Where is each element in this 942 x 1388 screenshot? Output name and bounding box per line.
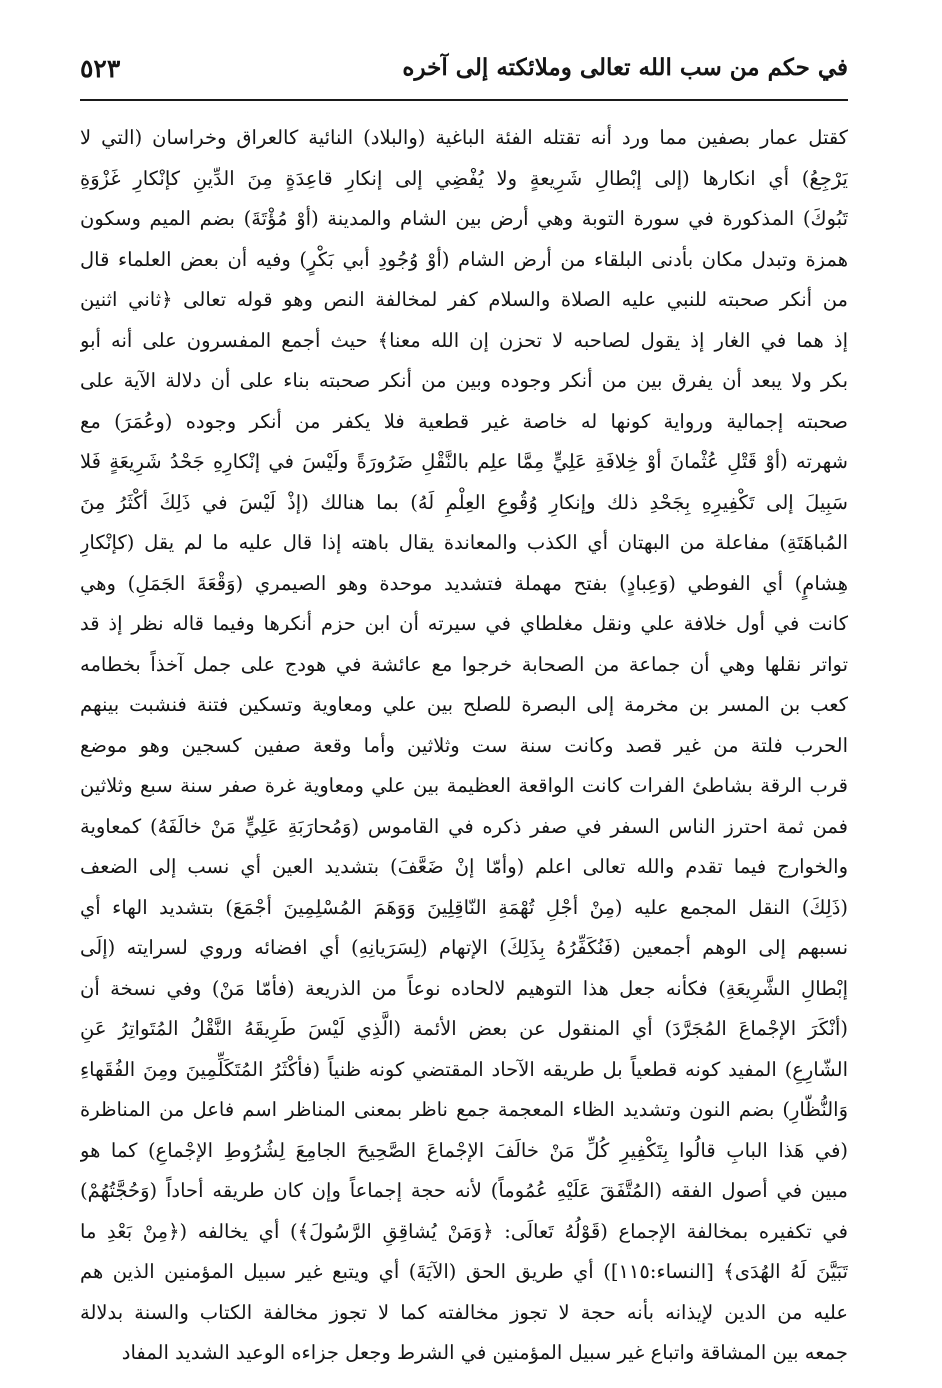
text-line: المُباهَتَةِ) مفاعلة من البهتان أي الكذب والمعاندة يقال باهته إذا قال عليه ما لم يقل (كإنْكارِ: [80, 531, 848, 554]
text-line: (ذَلِكَ) النقل المجمع عليه (مِنْ أجْلِ تُهْمَةِ النّاقِلِينَ وَوَهَمَ المُسْلِمِينَ أجْمَعَ) بتشديد الهاء أي: [80, 895, 848, 919]
text-line: هِشامٍ) أي الفوطي (وَعِبادٍ) بفتح مهملة فتشديد موحدة وهو الصيمري (وَقْعَةَ الجَمَلِ) وهي: [80, 571, 848, 595]
text-line: الحرب فلتة من غير قصد وكانت سنة ست وثلاثين وأما وقعة صفين كسجين وهو موضع: [80, 733, 848, 757]
text-line: كعب بن المسر بن مخرمة إلى البصرة للصلح بين علي ومعاوية وتسكين فتنة فنشبت بينهم: [80, 693, 848, 716]
text-line: عليه من الدين لإيذانه بأنه حجة لا تجوز مخالفته كما لا تجوز مخالفة الكتاب والسنة بدلالة: [80, 1300, 848, 1324]
text-line: نسبهم إلى الوهم أجمعين (فَنُكَفِّرُهُ بِذَلِكَ) الإتهام (لِسَرَيانِهِ) أي افضائه وروي لسرايته (إلَى: [80, 936, 848, 959]
text-line: مبين في أصول الفقه (المُتَّفَقَ عَلَيْهِ عُمُوماً) لأنه حجة إجماعاً وإن كان طريقه أحاداً (وَحُجَّتُهُمْ): [80, 1179, 848, 1202]
text-line: سَبِيلَ إلى تَكْفِيرِهِ بِجَحْدِ ذلك وإنكارِ وُقُوعِ العِلْمِ لَهُ) بما هنالك (إذْ لَيْسَ في ذَلِكَ أكْثَرُ مِنَ: [80, 490, 848, 514]
text-line: صحبته إجمالية ورواية كونها له خاصة غير قطعية فلا يكفر من أنكر وجوده (وعُمَرَ) مع: [80, 409, 848, 433]
page-number: ٥٢٣: [80, 54, 121, 83]
text-line: قرب الرقة بشاطئ الفرات كانت الواقعة العظيمة بين علي ومعاوية غرة صفر سنة سبع وثلاثين: [80, 774, 848, 797]
text-line: شهرته (أوْ قَتْلِ عُثْمانَ أوْ خِلافَةِ عَلِيٍّ مِمَّا علِم بالنَّقْلِ ضَرُورَةً ولَيْسَ في إنْكارِهِ جَحْدُ شَرِيعَةٍ فَلا: [80, 450, 848, 473]
text-line: إذ هما في الغار إذ يقول لصاحبه لا تحزن إن الله معنا﴾ حيث أجمع المفسرون على أنه أبو: [80, 328, 848, 352]
text-line: همزة وتبدل مكان بأدنى البلقاء من أرض الشام (أوْ وُجُودِ أبي بَكْرٍ) وفيه أن بعض العلماء قال: [80, 247, 848, 271]
commentary-body: [80, 118, 848, 1374]
text-line: كقتل عمار بصفين مما ورد أنه تقتله الفئة الباغية (والبلاد) النائية كالعراق وخراسان (التي لا: [80, 126, 848, 149]
text-line: كانت في أول خلافة علي ونقل مغلطاي في سيرته أن ابن حزم أنكرها وفيما قاله نظر إذ قد: [80, 612, 848, 635]
text-line: من أنكر صحبته للنبي عليه الصلاة والسلام كفر لمخالفة النص وهو قوله تعالى ﴿ثاني اثنين: [80, 288, 848, 311]
text-line: إبْطالِ الشَّرِيعَةِ) فكأنه جعل هذا التوهيم لالحاده نوعاً من الذريعة (فأمّا مَنْ) وفي نسخة أن: [80, 976, 848, 1000]
text-line: في تكفيره بمخالفة الإجماع (قَوْلُهُ تَعالَى: ﴿وَمَنْ يُشاقِقِ الرَّسُولَ﴾) أي يخالفه (﴿مِنْ بَعْدِ ما: [80, 1219, 848, 1243]
text-line: تَبَيَّنَ لَهُ الهُدَى﴾ [النساء:١١٥]) أي طريق الحق (الآيَةَ) أي ويتبع غير سبيل المؤمنين الذين هم: [80, 1260, 848, 1283]
text-line: (أنْكَرَ الإجْماعَ المُجَرَّدَ) أي المنقول عن بعض الأئمة (الَّذِي لَيْسَ طَرِيقَهُ النَّقْلُ المُتَواتِرُ عَنِ: [80, 1017, 848, 1040]
text-line: والخوارج فيما تقدم والله تعالى اعلم (وأمّا إنْ ضَعَّفَ) بتشديد العين أي نسب إلى الضعف: [80, 855, 848, 878]
text-line: (في هَذا البابِ قالُوا بِتَكْفِيرِ كُلِّ مَنْ خالَفَ الإجْماعَ الصَّحِيحَ الجامِعَ لِشُرُوطِ الإجْماعِ) كما هو: [80, 1138, 848, 1162]
running-title: في حكم من سب الله تعالى وملائكته إلى آخره: [402, 54, 848, 81]
text-line: فمن ثمة احترز الناس السفر في صفر ذكره في القاموس (وَمُحارَبَةِ عَلِيٍّ مَنْ خالَفَهُ) كمعاوية: [80, 814, 848, 838]
text-line: بكر ولا يبعد أن يفرق بين من أنكر وجوده وبين من أنكر صحبته بناء على أن دلالة الآية على: [80, 369, 848, 392]
header-rule: [80, 99, 848, 101]
text-line: جمعه بين المشاقة واتباع غير سبيل المؤمنين في الشرط وجعل جزاءه الوعيد الشديد المفاد: [121, 1341, 848, 1364]
text-line: تَبُوكَ) المذكورة في سورة التوبة وهي أرض بين الشام والمدينة (أوْ مُؤْتَةَ) بضم الميم وسكون: [80, 207, 848, 230]
text-line: يَرْجِعُ) أي انكارها (إلى إبْطالِ شَرِيعةٍ ولا يُفْضِي إلى إنكارِ قاعِدَةٍ مِنَ الدِّينِ كإنْكارِ غَزْوَةِ: [80, 166, 848, 190]
text-line: وَالنُّظّارِ) بضم النون وتشديد الظاء المعجمة جمع ناظر بمعنى المناظر اسم فاعل من المناظرة: [80, 1098, 848, 1121]
text-line: الشّارِعِ) المفيد كونه قطعياً بل طريقه الآحاد المقتضي كونه ظنياً (فأكْثَرُ المُتَكَلِّمِينَ ومِنَ الفُقَهاءِ: [80, 1057, 848, 1081]
text-line: تواتر نقلها وهي أن جماعة من الصحابة خرجوا مع عائشة في هودج على جمل آخذاً بخطامه: [80, 652, 848, 676]
page-header: [80, 48, 848, 98]
